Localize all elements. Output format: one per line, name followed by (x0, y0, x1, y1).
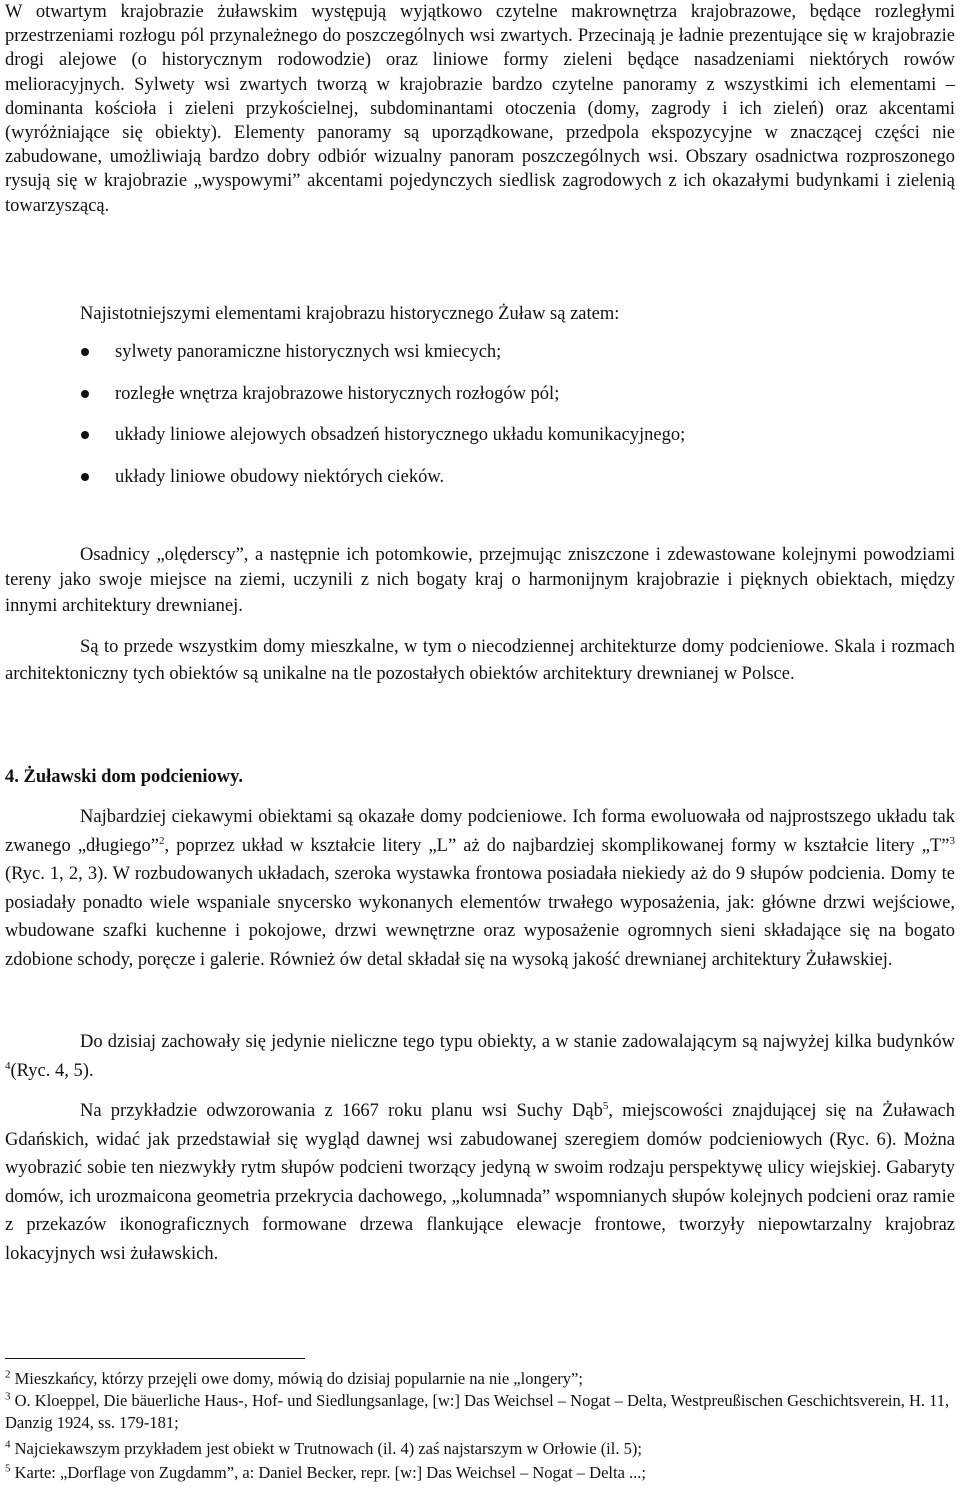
list-item (5, 382, 955, 424)
text-run: , miejscowości znajdującej się na Żuławach Gdańskich, widać jak przedstawiał się wygląd dawnej wsi zabudowanej szeregiem domów podcieniowych (Ryc. 6). Można wyobrazić sobie ten niezwykły rytm słupów podcieni tworzący jedyną w swoim rodzaju perspektywę ulicy wiejskiej. Gabaryty domów, ich urozmaicona geometria przekrycia dachowego, „kolumnada” wspomnianych słupów kolejnych podcieni oraz ramie z przekazów ikonograficznych formowane drzewa flankujące elewacje frontowe, tworzyły niepowtarzalny krajobraz lokacyjnych wsi żuławskich. (5, 1101, 955, 1264)
settlers-paragraph: Osadnicy „olęderscy”, a następnie ich potomkowie, przejmując zniszczone i zdewastowane kolejnymi powodziami tereny jako swoje miejsce na ziemi, uczynili z nich bogaty kraj o harmonijnym krajobrazie i pięknych obiektach, między innymi architektury drewnianej. (5, 545, 955, 616)
suchy-dab-paragraph (5, 1097, 955, 1268)
text-run: , poprzez układ w kształcie litery „L” aż do najbardziej skomplikowanej formy w kształcie litery „T” (164, 835, 950, 856)
list-item (5, 465, 955, 507)
footnote-text: Karte: „Dorflage von Zugdamm”, a: Daniel Becker, repr. [w:] Das Weichsel – Nogat – Delta ...; (14, 1463, 646, 1482)
text-run: (Ryc. 4, 5). (10, 1060, 94, 1081)
footnote-number: 3 (5, 1390, 11, 1403)
list-item-text: sylwety panoramiczne historycznych wsi kmiecych; (115, 342, 502, 362)
footnote-text: Mieszkańcy, którzy przejęli owe domy, mówią do dzisiaj popularnie na nie „longery”; (14, 1369, 583, 1388)
text-run: Na przykładzie odwzorowania z 1667 roku planu wsi Suchy Dąb (80, 1101, 603, 1121)
footnote-ref-2[interactable]: 2 (159, 834, 165, 847)
houses-paragraph: Są to przede wszystkim domy mieszkalne, w tym o niecodziennej architekturze domy podcieniowe. Skala i rozmach architektoniczny tych obiektów są unikalne na tle pozostałych obiektów architektury drewnianej w Polsce. (5, 637, 955, 684)
list-item-text: rozległe wnętrza krajobrazowe historycznych rozłogów pól; (115, 383, 560, 404)
footnote-ref-3[interactable]: 3 (949, 834, 955, 847)
footnote-ref-4[interactable]: 4 (5, 1059, 11, 1072)
list-item-text: układy liniowe obudowy niektórych cieków. (115, 466, 445, 487)
footnote-text: Najciekawszym przykładem jest obiekt w Trutnowach (il. 4) zaś najstarszym w Orłowie (il. 5); (14, 1439, 642, 1458)
intro-paragraph: W otwartym krajobrazie żuławskim występują wyjątkowo czytelne makrownętrza krajobrazowe, będące rozległymi przestrzeniami rozłogu pól przynależnego do poszczególnych wsi zwartych. Przecinają je ładnie prezentujące się w krajobrazie drogi alejowe (o historycznym rodowodzie) oraz liniowe formy zieleni będące nasadzeniami niektórych rowów melioracyjnych. Sylwety wsi zwartych tworzą w krajobrazie bardzo czytelne panoramy z wszystkimi ich elementami – dominanta kościoła i zieleni przykościelnej, subdominantami otoczenia (domy, zagrody i ich zieleń) oraz akcentami (wyróżniające się obiekty). Elementy panoramy są uporządkowane, przedpola ekspozycyjne w znaczącej części nie zabudowane, umożliwiają bardzo dobry odbiór wizualny panoram poszczególnych wsi. Obszary osadnictwa rozproszonego rysują się w krajobrazie „wyspowymi” akcentami pojedynczych siedlisk zagrodowych z ich okazałymi budynkami i zielenią towarzyszącą. (5, 2, 955, 216)
bullet-icon (81, 390, 89, 398)
footnote-number: 4 (5, 1438, 11, 1451)
footnote (5, 1390, 955, 1434)
text-run: Do dzisiaj zachowały się jedynie nieliczne tego typu obiekty, a w stanie zadowalającym są najwyżej kilka budynków (80, 1032, 955, 1052)
list-item-text: układy liniowe alejowych obsadzeń historycznego układu komunikacyjnego; (115, 425, 686, 445)
footnote-divider (5, 1358, 305, 1359)
bullet-icon (81, 431, 89, 439)
footnote (5, 1462, 955, 1484)
list-lead: Najistotniejszymi elementami krajobrazu historycznego Żuław są zatem: (80, 304, 620, 324)
section-heading: 4. Żuławski dom podcieniowy. (5, 767, 243, 787)
text-run: Najbardziej ciekawymi obiektami są okazałe domy podcieniowe. Ich forma ewoluowała od najprostszego układu tak zwanego „długiego” (5, 807, 955, 856)
footnote (5, 1438, 955, 1460)
bullet-icon (81, 348, 89, 356)
bullet-icon (81, 473, 89, 481)
footnote-text: O. Kloeppel, Die bäuerliche Haus-, Hof- und Siedlungsanlage, [w:] Das Weichsel – Nogat – Delta, Westpreußischen Geschichtsverein, H. 11, Danzig 1924, ss. 179-181; (5, 1391, 950, 1432)
list-item (5, 340, 955, 382)
landscape-elements-list (5, 340, 955, 506)
footnote-number: 5 (5, 1462, 11, 1475)
text-run: (Ryc. 1, 2, 3). W rozbudowanych układach, szeroka wystawka frontowa posiadała niekiedy aż do 9 słupów podcienia. Domy te posiadały ponadto wiele wspaniale snycersko wykonanych elementów trwałego wyposażenia, jak: główne drzwi wejściowe, wbudowane szafki kuchenne i pokojowe, drzwi wewnętrzne oraz wyposażenie ogromnych sieni składające się na bogato zdobione schody, poręcze i galerie. Również ów detal składał się na wysoką jakość drewnianej architektury Żuławskiej. (5, 864, 955, 970)
footnote-number: 2 (5, 1368, 11, 1381)
footnote (5, 1368, 955, 1390)
list-item (5, 423, 955, 465)
preserved-buildings-paragraph (5, 1028, 955, 1085)
footnote-ref-5[interactable]: 5 (602, 1099, 609, 1112)
arcade-house-paragraph (5, 803, 955, 975)
